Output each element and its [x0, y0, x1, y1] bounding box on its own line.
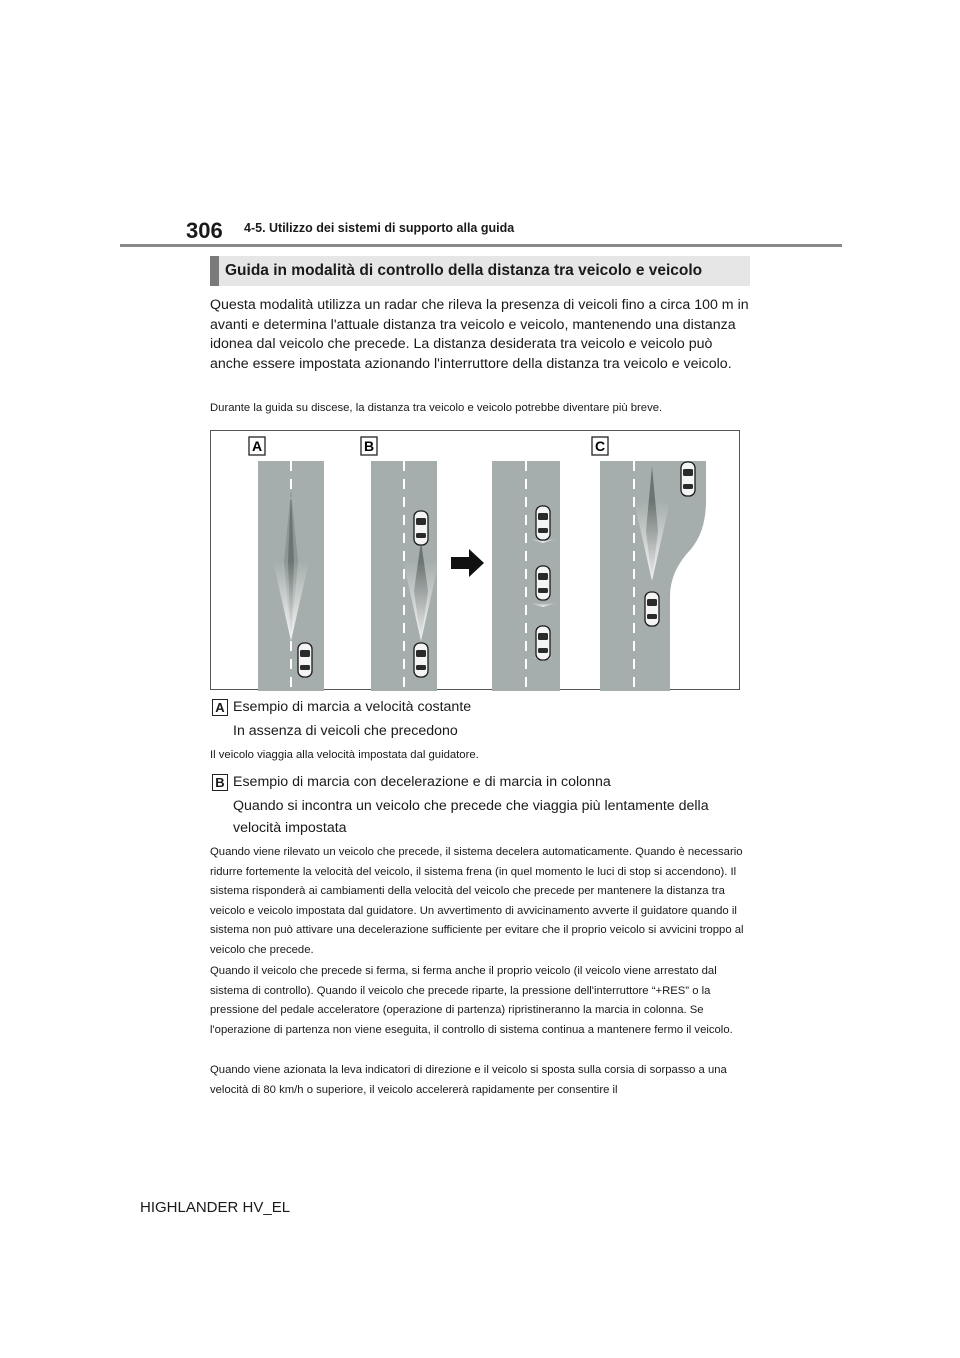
svg-text:A: A	[251, 438, 263, 454]
figure-label-b	[361, 437, 377, 455]
car-icon	[536, 626, 550, 660]
item-b-subtitle: Quando si incontra un veicolo che precede che viaggia più lentamente della velocità impostata	[233, 798, 709, 836]
figure-label-a	[249, 437, 265, 455]
road-c	[600, 461, 706, 691]
svg-text:B: B	[363, 438, 375, 454]
item-a-marker: A	[212, 699, 228, 716]
arrow-right-icon	[451, 549, 484, 577]
road-b	[371, 461, 439, 691]
road-diagram	[211, 431, 741, 691]
header-divider	[120, 244, 842, 247]
item-b-marker: B	[212, 774, 228, 791]
car-icon	[536, 566, 550, 600]
car-icon	[298, 643, 312, 677]
acc-illustration	[210, 430, 740, 690]
item-b-paragraph: Quando il veicolo che precede si ferma, si ferma anche il proprio veicolo (il veicolo viene arrestato dal sistema di controllo). Quando il veicolo che precede riparte, la pressione dell'interruttore “+RES” o la pressione del pedale acceleratore (operazione di partenza) ripristineranno la marcia in colonna. Se l'operazione di partenza non viene eseguita, il controllo di sistema continua a mantenere fermo il veicolo.	[210, 965, 733, 1036]
figure-label-c	[592, 437, 608, 455]
item-b-paragraph: Quando viene rilevato un veicolo che precede, il sistema decelera automaticamente. Quando è necessario ridurre fortemente la velocità del veicolo, il sistema frena (in quel momento le luci di stop si accendono). Il sistema risponderà ai cambiamenti della velocità del veicolo che precede per mantenere la distanza tra veicolo e veicolo impostata dal guidatore. Un avvertimento di avvicinamento avverte il guidatore quando il sistema non può attivare una decelerazione sufficiente per evitare che il proprio veicolo si avvicini troppo al veicolo che precede.	[210, 846, 744, 956]
item-a-subtitle: In assenza di veicoli che precedono	[233, 723, 458, 739]
heading-box	[210, 256, 750, 286]
road-a	[258, 461, 324, 691]
item-b-title: Esempio di marcia con decelerazione e di marcia in colonna	[233, 774, 611, 790]
car-icon	[414, 643, 428, 677]
intro-paragraph: Questa modalità utilizza un radar che rileva la presenza di veicoli fino a circa 100 m in avanti e determina l'attuale distanza tra veicolo e veicolo, mantenendo una distanza idonea dal veicolo che precede. La distanza desiderata tra veicolo e veicolo può anche essere impostata azionando l'interruttore della distanza tra veicolo e veicolo.	[210, 297, 749, 372]
car-icon	[536, 506, 550, 540]
car-icon	[681, 462, 695, 496]
heading-accent-bar	[210, 256, 219, 286]
section-title: 4-5. Utilizzo dei sistemi di supporto alla guida	[244, 221, 515, 235]
downhill-note: Durante la guida su discese, la distanza tra veicolo e veicolo potrebbe diventare più breve.	[210, 402, 663, 414]
heading-title: Guida in modalità di controllo della distanza tra veicolo e veicolo	[225, 262, 703, 279]
car-icon	[414, 511, 428, 545]
item-a-title: Esempio di marcia a velocità costante	[233, 699, 472, 715]
road-b-followed	[492, 461, 560, 691]
page-number: 306	[186, 218, 223, 243]
car-icon	[645, 592, 659, 626]
item-b-paragraph: Quando viene azionata la leva indicatori di direzione e il veicolo si sposta sulla corsia di sorpasso a una velocità di 80 km/h o superiore, il veicolo accelererà rapidamente per consentire il	[210, 1064, 727, 1096]
svg-text:C: C	[594, 438, 606, 454]
item-a-description: Il veicolo viaggia alla velocità impostata dal guidatore.	[210, 749, 479, 761]
footer-model-name: HIGHLANDER HV_EL	[140, 1199, 291, 1216]
